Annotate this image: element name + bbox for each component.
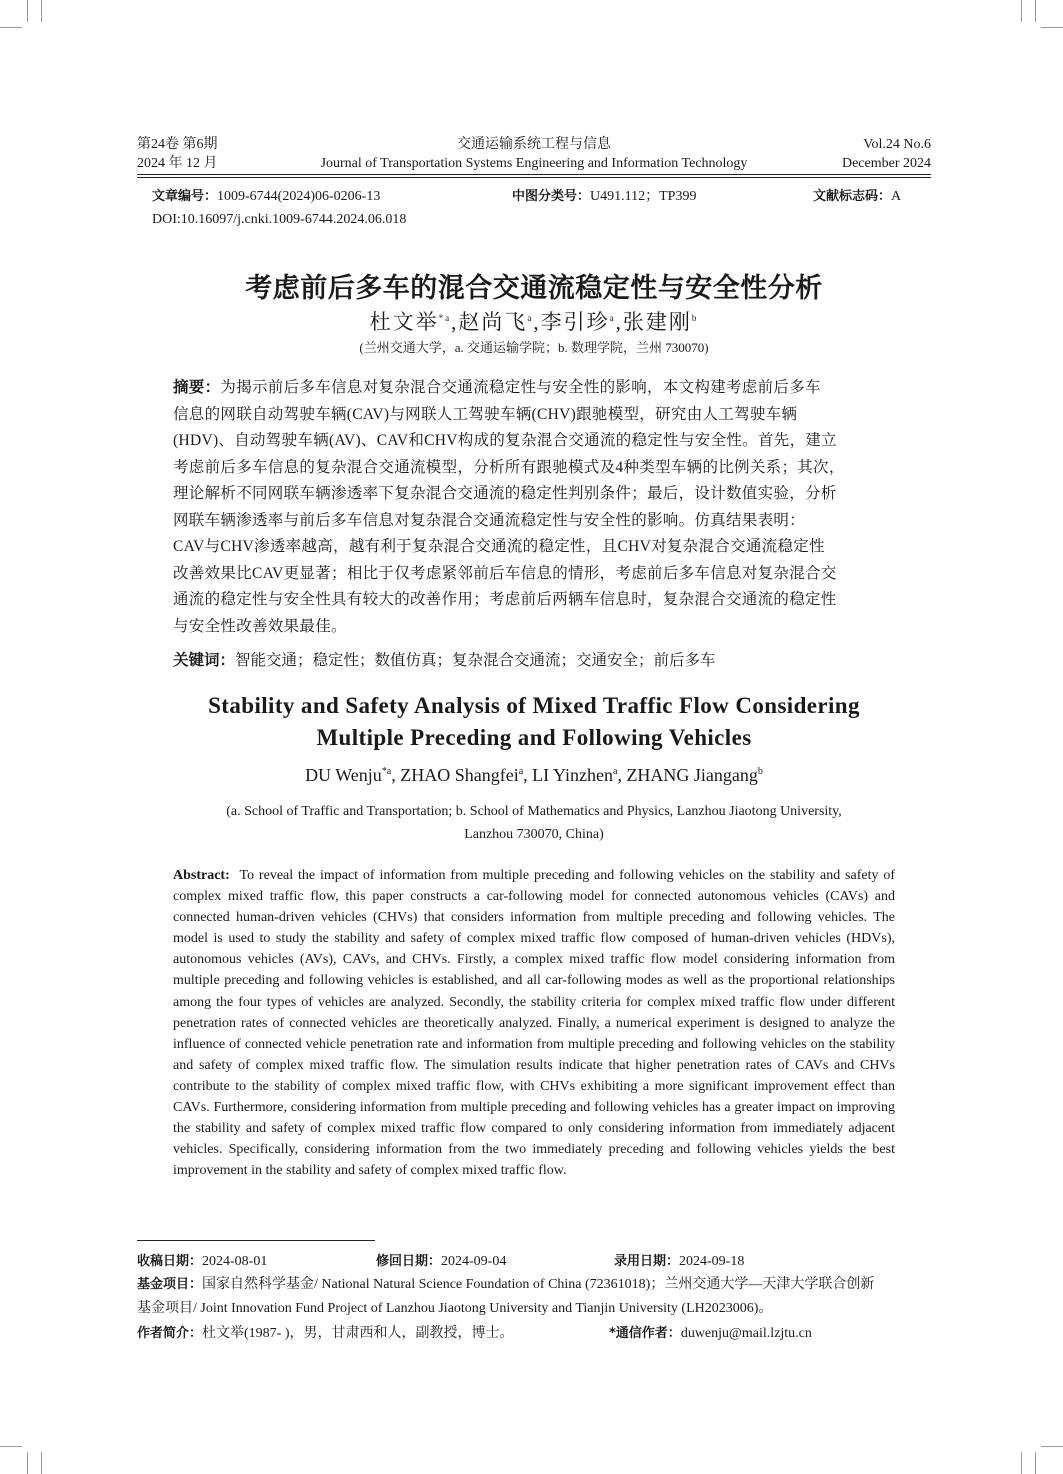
author-cn-name: 张建刚 <box>622 310 692 334</box>
abstract-cn-line: CAV与CHV渗透率越高，越有利于复杂混合交通流的稳定性，且CHV对复杂混合交通流稳定性 <box>173 538 825 555</box>
abstract-cn <box>173 374 895 640</box>
revised-date: 修回日期：2024-09-04 <box>376 1254 507 1269</box>
affiliation-cn: (兰州交通大学，a. 交通运输学院；b. 数理学院，兰州 730070) <box>359 340 709 355</box>
header-center <box>260 135 808 173</box>
document-code: 文献标志码：A <box>813 189 902 204</box>
abstract-cn-line: 考虑前后多车信息的复杂混合交通流模型，分析所有跟驰模式及4种类型车辆的比例关系；其次， <box>173 458 845 476</box>
date-en: December 2024 <box>841 156 931 171</box>
author-cn-separator: , <box>533 310 541 334</box>
keywords-cn <box>173 648 895 670</box>
crop-mark <box>41 1452 42 1474</box>
footnote-rule <box>137 1240 375 1241</box>
abstract-en <box>173 865 895 1181</box>
header-rule <box>137 174 931 175</box>
date-cn: 2024 年 12 月 <box>137 156 218 171</box>
author-cn-affil-mark: a <box>609 313 616 323</box>
volume-issue-cn: 第24卷 第6期 <box>137 137 218 152</box>
author-en-affil-mark: *a <box>381 766 392 777</box>
author-cn-affil-mark: b <box>691 313 699 323</box>
abstract-cn-line: 摘要：为揭示前后多车信息对复杂混合交通流稳定性与安全性的影响，本文构建考虑前后多车 <box>173 378 821 396</box>
author-en-name: LI Yinzhen <box>532 765 613 785</box>
author-en-separator: , <box>617 765 627 785</box>
crop-mark <box>1041 1446 1063 1447</box>
crop-mark <box>0 1446 22 1447</box>
author-bio: 作者简介：杜文举(1987- )，男，甘肃西和人，副教授，博士。 <box>137 1326 514 1341</box>
author-cn-name: 李引珍 <box>540 310 610 334</box>
affiliation-en: (a. School of Traffic and Transportation; b. School of Mathematics and Physics, Lanzhou Jiaotong University, Lanzhou 730070, China) <box>226 804 842 842</box>
abstract-cn-line: 与安全性改善效果最佳。 <box>173 617 347 635</box>
author-en-separator: , <box>523 765 533 785</box>
author-en-affil-mark: a <box>612 766 618 777</box>
crop-mark <box>27 0 28 22</box>
crop-mark <box>1021 0 1022 22</box>
title-en: Stability and Safety Analysis of Mixed Traffic Flow Considering Multiple Preceding and Following Vehicles <box>208 693 860 750</box>
volume-issue-en: Vol.24 No.6 <box>863 137 931 152</box>
fund-line-continued: 基金项目/ Joint Innovation Fund Project of Lanzhou Jiaotong University and Tianjin University (LH2023006)。 <box>137 1301 773 1316</box>
crop-mark <box>1035 1452 1036 1474</box>
author-en-name: ZHANG Jiangang <box>626 765 758 785</box>
author-cn-name: 杜文举 <box>369 310 439 334</box>
author-cn-name: 赵尚飞 <box>458 310 528 334</box>
accepted-date: 录用日期：2024-09-18 <box>614 1254 745 1269</box>
journal-name-cn: 交通运输系统工程与信息 <box>457 137 611 152</box>
abstract-cn-line: (HDV)、自动驾驶车辆(AV)、CAV和CHV构成的复杂混合交通流的稳定性与安全性。首先，建立 <box>173 432 837 449</box>
corresponding-author: *通信作者：duwenju@mail.lzjtu.cn <box>609 1326 812 1341</box>
journal-name-en: Journal of Transportation Systems Engineering and Information Technology <box>320 156 748 171</box>
crop-mark <box>0 27 22 28</box>
fund-line: 基金项目：国家自然科学基金/ National Natural Science Foundation of China (72361018)；兰州交通大学—天津大学联合创新 <box>137 1277 875 1292</box>
abstract-label-en: Abstract: <box>173 868 230 883</box>
abstract-cn-line: 通流的稳定性与安全性具有较大的改善作用；考虑前后两辆车信息时，复杂混合交通流的稳定性 <box>173 591 837 608</box>
keywords-text-cn: 智能交通；稳定性；数值仿真；复杂混合交通流；交通安全；前后多车 <box>235 652 716 669</box>
keywords-label-cn: 关键词： <box>173 651 236 669</box>
received-date: 收稿日期：2024-08-01 <box>137 1254 268 1269</box>
doi: DOI:10.16097/j.cnki.1009-6744.2024.06.018 <box>152 212 407 227</box>
article-number: 文章编号：1009-6744(2024)06-0206-13 <box>152 189 381 204</box>
author-cn-separator: , <box>615 310 623 334</box>
crop-mark <box>1035 0 1036 22</box>
clc-number: 中图分类号：U491.112；TP399 <box>512 189 697 204</box>
crop-mark <box>1021 1452 1022 1474</box>
authors-en <box>137 765 931 786</box>
abstract-cn-line: 理论解析不同网联车辆渗透率下复杂混合交通流的稳定性判别条件；最后，设计数值实验，分析 <box>173 485 837 502</box>
author-cn-affil-mark: *a <box>438 313 452 323</box>
abstract-cn-line: 网联车辆渗透率与前后多车信息对复杂混合交通流稳定性与安全性的影响。仿真结果表明： <box>173 511 806 529</box>
crop-mark <box>27 1452 28 1474</box>
author-en-separator: , <box>391 765 401 785</box>
crop-mark <box>1041 27 1063 28</box>
crop-mark <box>41 0 42 22</box>
author-en-name: DU Wenju <box>305 765 382 785</box>
author-en-affil-mark: a <box>518 766 524 777</box>
authors-cn <box>137 306 931 336</box>
abstract-label-cn: 摘要： <box>173 378 221 396</box>
abstract-text-en: To reveal the impact of information from multiple preceding and following vehicles on the stability and safety of complex mixed traffic flow, this paper constructs a car-following model for connected autonomous vehicles (CAVs) and connected human-driven vehicles (CHVs) that considers information from multiple preceding and following vehicles. The model is used to study the stability and safety of complex mixed traffic flow composed of human-driven vehicles (HDVs), autonomous vehicles (AVs), CAVs, and CHVs. Firstly, a complex mixed traffic flow model considering information from multiple preceding and following vehicles is established, and all car-following modes as well as the proportional relationships among the four types of vehicles are analyzed. Secondly, the stability criteria for complex mixed traffic flow under different penetration rates of connected vehicles are theoretically analyzed. Finally, a numerical experiment is designed to analyze the influence of connected vehicle penetration rate and information from multiple preceding and following vehicles on the stability and safety of complex mixed traffic flow. The simulation results indicate that higher penetration rates of CAVs and CHVs contribute to the stability of complex mixed traffic flow, with CHVs exhibiting a more significant improvement effect than CAVs. Furthermore, considering information from multiple preceding and following vehicles has a greater impact on improving the stability and safety of complex mixed traffic flow compared to only considering information from immediately adjacent vehicles. Specifically, considering information from the two immediately preceding and following vehicles yields the best improvement in the stability and safety of complex mixed traffic flow. <box>173 868 896 1179</box>
header-left <box>137 135 218 173</box>
header-rule <box>137 177 931 178</box>
author-en-name: ZHAO Shangfei <box>400 765 519 785</box>
abstract-cn-line: 改善效果比CAV更显著；相比于仅考虑紧邻前后车信息的情形，考虑前后多车信息对复杂混合交 <box>173 564 837 582</box>
author-cn-affil-mark: a <box>527 313 534 323</box>
author-en-affil-mark: b <box>757 766 763 777</box>
author-cn-separator: , <box>451 310 459 334</box>
title-cn: 考虑前后多车的混合交通流稳定性与安全性分析 <box>245 273 823 304</box>
abstract-cn-line: 信息的网联自动驾驶车辆(CAV)与网联人工驾驶车辆(CHV)跟驰模型，研究由人工驾驶车辆 <box>173 405 798 423</box>
header-right <box>842 135 931 173</box>
